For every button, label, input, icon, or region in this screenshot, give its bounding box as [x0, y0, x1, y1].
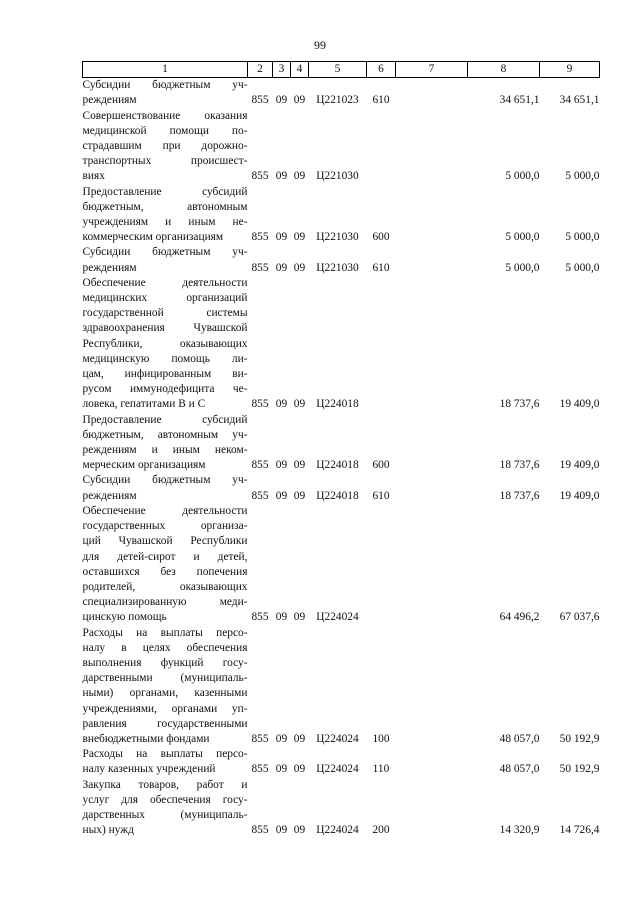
expense-type-code — [367, 109, 396, 185]
ministry-code: 855 — [251, 94, 269, 107]
target-item-code: Ц224024 — [316, 763, 359, 776]
table-row — [83, 504, 600, 626]
description-line: ных) нужд — [82, 824, 134, 837]
ministry-code: 855 — [251, 170, 269, 183]
description-line: реждениям — [82, 261, 137, 274]
description-line: Предоставление субсидий — [82, 413, 248, 426]
description-line: дарственных (муниципаль- — [82, 808, 248, 821]
section-code: 09 — [275, 231, 288, 244]
column-7-value — [396, 109, 468, 185]
amount-year-1: 34 651,1 — [499, 94, 540, 107]
target-item-code: Ц221030 — [316, 170, 359, 183]
description-line: учреждениями, органами уп- — [82, 702, 248, 715]
row-description — [83, 747, 248, 777]
subsection-code: 09 — [293, 732, 306, 745]
budget-table — [82, 61, 600, 838]
column-7-value — [396, 78, 468, 109]
expense-type-code: 600 — [372, 231, 390, 244]
column-7-value — [396, 778, 468, 839]
description-line: реждениям — [82, 94, 137, 107]
row-description — [83, 185, 248, 246]
column-7-value — [396, 185, 468, 246]
amount-year-2: 67 037,6 — [559, 611, 600, 624]
description-line: государственных организа- — [82, 520, 248, 533]
description-line: ловека, гепатитами В и С — [82, 398, 206, 411]
amount-year-1: 18 737,6 — [499, 398, 540, 411]
description-line: оставшихся без попечения — [82, 565, 248, 578]
amount-year-1: 48 057,0 — [499, 763, 540, 776]
row-description — [83, 778, 248, 839]
section-code: 09 — [275, 459, 288, 472]
amount-year-2: 5 000,0 — [565, 170, 600, 183]
description-line: медицинскую помощь ли- — [82, 352, 248, 365]
amount-year-1: 14 320,9 — [499, 824, 540, 837]
expense-type-code: 610 — [372, 261, 390, 274]
description-line: коммерческим организациям — [82, 231, 224, 244]
subsection-code: 09 — [293, 489, 306, 502]
amount-year-1: 18 737,6 — [499, 489, 540, 502]
table-row — [83, 626, 600, 748]
table-body — [83, 78, 600, 839]
column-header: 4 — [291, 62, 309, 78]
description-line: Предоставление субсидий — [82, 185, 248, 198]
description-line: виях — [82, 170, 105, 183]
expense-type-code — [367, 276, 396, 413]
column-header: 7 — [396, 62, 468, 78]
ministry-code: 855 — [251, 611, 269, 624]
description-line: родителей, оказывающих — [82, 580, 248, 593]
column-header: 1 — [83, 62, 248, 78]
description-line: Обеспечение деятельности — [82, 504, 248, 517]
description-line: специализированную меди- — [82, 596, 248, 609]
description-line: мерческим организациям — [82, 459, 206, 472]
amount-year-1: 5 000,0 — [505, 261, 540, 274]
amount-year-1: 48 057,0 — [499, 732, 540, 745]
ministry-code: 855 — [251, 231, 269, 244]
description-line: равления государственными — [82, 717, 248, 730]
amount-year-2: 50 192,9 — [559, 732, 600, 745]
table-row — [83, 413, 600, 474]
table-row — [83, 245, 600, 275]
subsection-code: 09 — [293, 231, 306, 244]
section-code: 09 — [275, 94, 288, 107]
target-item-code: Ц224018 — [316, 459, 359, 472]
column-header: 8 — [468, 62, 540, 78]
description-line: Расходы на выплаты персо- — [82, 626, 248, 639]
expense-type-code: 610 — [372, 94, 390, 107]
row-description — [83, 276, 248, 413]
description-line: ций Чувашской Республики — [82, 535, 248, 548]
row-description — [83, 413, 248, 474]
description-line: Совершенствование оказания — [82, 109, 248, 122]
description-line: Закупка товаров, работ и — [82, 778, 248, 791]
table-row — [83, 109, 600, 185]
expense-type-code: 600 — [372, 459, 390, 472]
target-item-code: Ц224024 — [316, 824, 359, 837]
subsection-code: 09 — [293, 824, 306, 837]
ministry-code: 855 — [251, 261, 269, 274]
description-line: налу казенных учреждений — [82, 763, 216, 776]
subsection-code: 09 — [293, 459, 306, 472]
row-description — [83, 245, 248, 275]
amount-year-2: 34 651,1 — [559, 94, 600, 107]
expense-type-code — [367, 504, 396, 626]
amount-year-2: 50 192,9 — [559, 763, 600, 776]
column-7-value — [396, 245, 468, 275]
section-code: 09 — [275, 611, 288, 624]
target-item-code: Ц221030 — [316, 261, 359, 274]
subsection-code: 09 — [293, 170, 306, 183]
description-line: Субсидии бюджетным уч- — [82, 246, 248, 259]
column-7-value — [396, 276, 468, 413]
ministry-code: 855 — [251, 459, 269, 472]
expense-type-code: 110 — [372, 763, 390, 776]
description-line: внебюджетными фондами — [82, 732, 210, 745]
row-description — [83, 78, 248, 109]
section-code: 09 — [275, 261, 288, 274]
table-row — [83, 185, 600, 246]
table-row — [83, 778, 600, 839]
description-line: Обеспечение деятельности — [82, 276, 248, 289]
amount-year-1: 18 737,6 — [499, 459, 540, 472]
subsection-code: 09 — [293, 94, 306, 107]
amount-year-1: 64 496,2 — [499, 611, 540, 624]
description-line: цам, инфицированным ви- — [82, 368, 248, 381]
section-code: 09 — [275, 732, 288, 745]
expense-type-code: 610 — [372, 489, 390, 502]
ministry-code: 855 — [251, 732, 269, 745]
subsection-code: 09 — [293, 763, 306, 776]
column-header: 5 — [309, 62, 367, 78]
table-row — [83, 747, 600, 777]
amount-year-1: 5 000,0 — [505, 170, 540, 183]
target-item-code: Ц221023 — [316, 94, 359, 107]
description-line: страдавшим при дорожно- — [82, 140, 248, 153]
row-description — [83, 504, 248, 626]
table-row — [83, 276, 600, 413]
amount-year-2: 14 726,4 — [559, 824, 600, 837]
ministry-code: 855 — [251, 824, 269, 837]
expense-type-code: 100 — [372, 732, 390, 745]
table-row — [83, 78, 600, 109]
subsection-code: 09 — [293, 611, 306, 624]
description-line: бюджетным, автономным — [82, 200, 248, 213]
amount-year-2: 19 409,0 — [559, 489, 600, 502]
description-line: Субсидии бюджетным уч- — [82, 474, 248, 487]
column-7-value — [396, 504, 468, 626]
row-description — [83, 626, 248, 748]
description-line: учреждениям и иным не- — [82, 216, 248, 229]
header-row — [83, 62, 600, 78]
column-header: 9 — [540, 62, 600, 78]
amount-year-1: 5 000,0 — [505, 231, 540, 244]
row-description — [83, 473, 248, 503]
target-item-code: Ц224018 — [316, 489, 359, 502]
description-line: медицинских организаций — [82, 292, 248, 305]
target-item-code: Ц224024 — [316, 732, 359, 745]
description-line: Республики, оказывающих — [82, 337, 248, 350]
section-code: 09 — [275, 489, 288, 502]
column-7-value — [396, 473, 468, 503]
column-header: 2 — [248, 62, 273, 78]
description-line: транспортных происшест- — [82, 155, 248, 168]
description-line: Субсидии бюджетным уч- — [82, 79, 248, 92]
description-line: здравоохранения Чувашской — [82, 322, 248, 335]
section-code: 09 — [275, 170, 288, 183]
page-number: 99 — [314, 38, 326, 52]
description-line: государственной системы — [82, 307, 248, 320]
description-line: выполнения функций госу- — [82, 656, 248, 669]
column-header: 6 — [367, 62, 396, 78]
amount-year-2: 19 409,0 — [559, 459, 600, 472]
description-line: Расходы на выплаты персо- — [82, 748, 248, 761]
ministry-code: 855 — [251, 763, 269, 776]
description-line: реждениям — [82, 489, 137, 502]
description-line: медицинской помощи по- — [82, 124, 248, 137]
ministry-code: 855 — [251, 398, 269, 411]
section-code: 09 — [275, 398, 288, 411]
amount-year-2: 19 409,0 — [559, 398, 600, 411]
section-code: 09 — [275, 824, 288, 837]
target-item-code: Ц224024 — [316, 611, 359, 624]
column-7-value — [396, 747, 468, 777]
description-line: ными) органами, казенными — [82, 687, 248, 700]
subsection-code: 09 — [293, 398, 306, 411]
target-item-code: Ц221030 — [316, 231, 359, 244]
target-item-code: Ц224018 — [316, 398, 359, 411]
description-line: услуг для обеспечения госу- — [82, 793, 248, 806]
description-line: бюджетным, автономным уч- — [82, 428, 248, 441]
column-7-value — [396, 626, 468, 748]
description-line: налу в целях обеспечения — [82, 641, 248, 654]
description-line: русом иммунодефицита че- — [82, 383, 248, 396]
amount-year-2: 5 000,0 — [565, 231, 600, 244]
description-line: дарственными (муниципаль- — [82, 672, 248, 685]
amount-year-2: 5 000,0 — [565, 261, 600, 274]
description-line: цинскую помощь — [82, 611, 167, 624]
row-description — [83, 109, 248, 185]
column-7-value — [396, 413, 468, 474]
table-row — [83, 473, 600, 503]
description-line: для детей-сирот и детей, — [82, 550, 248, 563]
section-code: 09 — [275, 763, 288, 776]
expense-type-code: 200 — [372, 824, 390, 837]
column-header: 3 — [273, 62, 291, 78]
description-line: реждениям и иным неком- — [82, 444, 248, 457]
ministry-code: 855 — [251, 489, 269, 502]
subsection-code: 09 — [293, 261, 306, 274]
